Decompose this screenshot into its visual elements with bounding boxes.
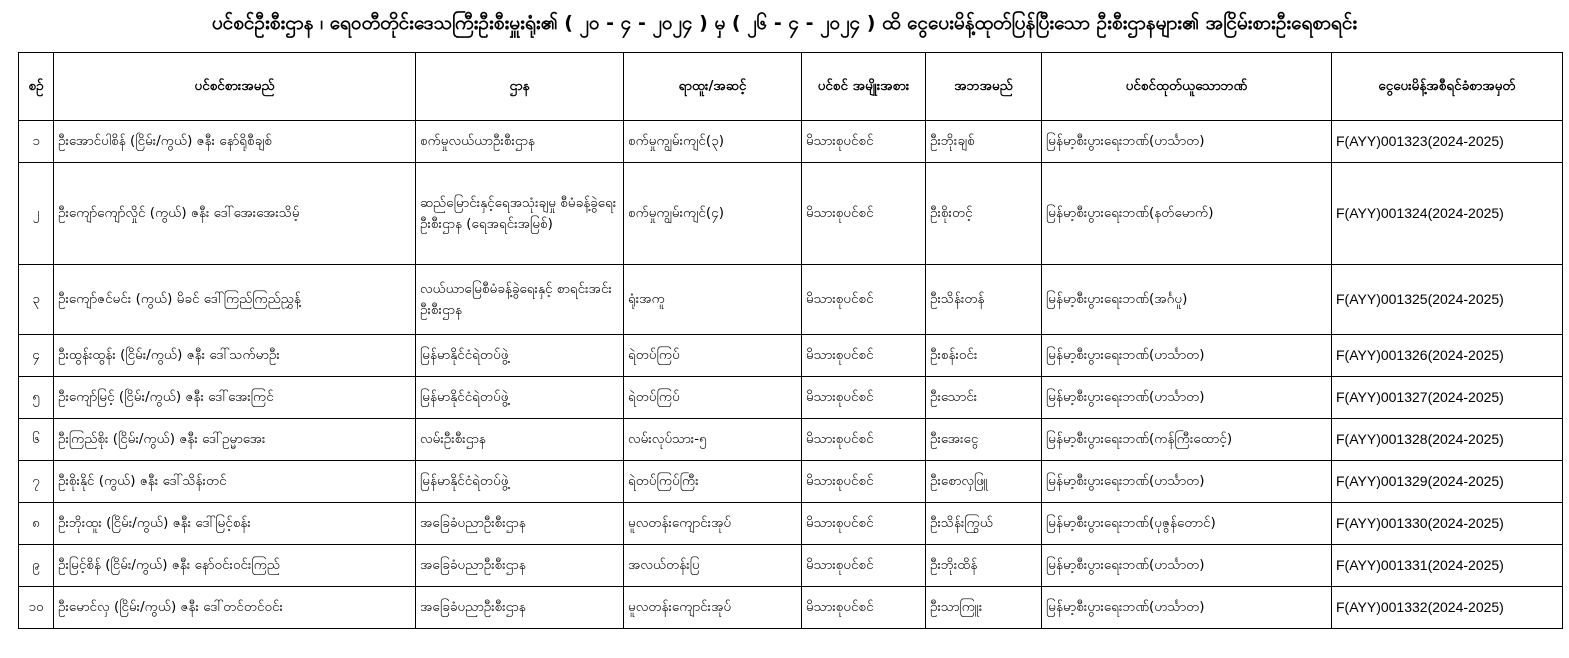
cell-order-number: F(AYY)001331(2024-2025)	[1332, 545, 1563, 587]
cell-serial: ၁	[19, 121, 54, 163]
cell-order-number: F(AYY)001330(2024-2025)	[1332, 503, 1563, 545]
pension-table	[18, 52, 1563, 629]
cell-pension-type: မိသားစုပင်စင်	[802, 163, 926, 265]
header-order-number: ငွေပေးမိန့်အစီရင်ခံစာအမှတ်	[1332, 53, 1563, 121]
table-row	[19, 121, 1563, 163]
cell-rank: မူလတန်းကျောင်းအုပ်	[624, 503, 802, 545]
cell-bank: မြန်မာ့စီးပွားရေးဘဏ်(ဟင်္သာတ)	[1042, 377, 1332, 419]
cell-order-number: F(AYY)001326(2024-2025)	[1332, 335, 1563, 377]
header-serial: စဉ်	[19, 53, 54, 121]
cell-serial: ၇	[19, 461, 54, 503]
cell-rank: စက်မှုကျွမ်းကျင်(၄)	[624, 163, 802, 265]
cell-pension-type: မိသားစုပင်စင်	[802, 503, 926, 545]
cell-rank: မူလတန်းကျောင်းအုပ်	[624, 587, 802, 629]
cell-father: ဦးသာကြူး	[926, 587, 1042, 629]
cell-pension-type: မိသားစုပင်စင်	[802, 377, 926, 419]
cell-father: ဦးသောင်း	[926, 377, 1042, 419]
cell-order-number: F(AYY)001324(2024-2025)	[1332, 163, 1563, 265]
table-row	[19, 545, 1563, 587]
cell-department: လယ်ယာမြေစီမံခန့်ခွဲရေးနှင့် စာရင်းအင်းဦးစီးဌာန	[416, 265, 624, 335]
table-row	[19, 163, 1563, 265]
cell-serial: ၅	[19, 377, 54, 419]
cell-serial: ၃	[19, 265, 54, 335]
cell-rank: ရဲတပ်ကြပ်	[624, 377, 802, 419]
cell-department: လမ်းဦးစီးဌာန	[416, 419, 624, 461]
table-header-row	[19, 53, 1563, 121]
cell-pension-type: မိသားစုပင်စင်	[802, 419, 926, 461]
cell-rank: အလယ်တန်းပြ	[624, 545, 802, 587]
cell-order-number: F(AYY)001323(2024-2025)	[1332, 121, 1563, 163]
table-row	[19, 587, 1563, 629]
cell-name: ဦးစိုးနိုင် (ကွယ်) ဇနီး ဒေါ်သိန်းတင်	[54, 461, 416, 503]
cell-bank: မြန်မာ့စီးပွားရေးဘဏ်(ဟင်္သာတ)	[1042, 335, 1332, 377]
cell-department: မြန်မာနိုင်ငံရဲတပ်ဖွဲ့	[416, 335, 624, 377]
cell-father: ဦးသိန်းကြွယ်	[926, 503, 1042, 545]
header-department: ဌာန	[416, 53, 624, 121]
cell-order-number: F(AYY)001325(2024-2025)	[1332, 265, 1563, 335]
table-row	[19, 377, 1563, 419]
header-rank: ရာထူး/အဆင့်	[624, 53, 802, 121]
cell-bank: မြန်မာ့စီးပွားရေးဘဏ်(ကန်ကြီးထောင့်)	[1042, 419, 1332, 461]
cell-bank: မြန်မာ့စီးပွားရေးဘဏ်(ဟင်္သာတ)	[1042, 545, 1332, 587]
cell-bank: မြန်မာ့စီးပွားရေးဘဏ်(နတ်မောက်)	[1042, 163, 1332, 265]
cell-order-number: F(AYY)001328(2024-2025)	[1332, 419, 1563, 461]
cell-name: ဦးမောင်လှ (ငြိမ်း/ကွယ်) ဇနီး ဒေါ်တင်တင်ဝင်း	[54, 587, 416, 629]
table-row	[19, 503, 1563, 545]
cell-serial: ၉	[19, 545, 54, 587]
header-father-name: အဘအမည်	[926, 53, 1042, 121]
cell-father: ဦးစောလှဖြူ	[926, 461, 1042, 503]
cell-serial: ၂	[19, 163, 54, 265]
cell-order-number: F(AYY)001327(2024-2025)	[1332, 377, 1563, 419]
cell-order-number: F(AYY)001332(2024-2025)	[1332, 587, 1563, 629]
cell-pension-type: မိသားစုပင်စင်	[802, 335, 926, 377]
cell-name: ဦးကျော်ကျော်လှိုင် (ကွယ်) ဇနီး ဒေါ်အေးအေးသိမ့်	[54, 163, 416, 265]
cell-serial: ၆	[19, 419, 54, 461]
cell-name: ဦးအောင်ပါစိန် (ငြိမ်း/ကွယ်) ဇနီး နော်ရိုစီချစ်	[54, 121, 416, 163]
cell-father: ဦးစန်းဝင်း	[926, 335, 1042, 377]
cell-rank: ရဲတပ်ကြပ်	[624, 335, 802, 377]
cell-name: ဦးထွန်းထွန်း (ငြိမ်း/ကွယ်) ဇနီး ဒေါ်သက်မာဦး	[54, 335, 416, 377]
cell-father: ဦးစိုးတင့်	[926, 163, 1042, 265]
table-row	[19, 335, 1563, 377]
cell-father: ဦးအေးငွေ	[926, 419, 1042, 461]
cell-department: အခြေခံပညာဦးစီးဌာန	[416, 587, 624, 629]
cell-department: ဆည်မြောင်းနှင့်ရေအသုံးချမှု စီမံခန့်ခွဲရေးဦးစီးဌာန (ရေအရင်းအမြစ်)	[416, 163, 624, 265]
cell-rank: ရုံးအကူ	[624, 265, 802, 335]
cell-name: ဦးဘိုးထူး (ငြိမ်း/ကွယ်) ဇနီး ဒေါ်မြင့်စန်း	[54, 503, 416, 545]
cell-name: ဦးကျော်မြင့် (ငြိမ်း/ကွယ်) ဇနီး ဒေါ်အေးကြင်	[54, 377, 416, 419]
cell-rank: စက်မှုကျွမ်းကျင်(၃)	[624, 121, 802, 163]
cell-rank: လမ်းလုပ်သား-၅	[624, 419, 802, 461]
cell-department: စက်မှုလယ်ယာဦးစီးဌာန	[416, 121, 624, 163]
cell-name: ဦးကြည်စိုး (ငြိမ်း/ကွယ်) ဇနီး ဒေါ်ဥမ္မာအေး	[54, 419, 416, 461]
header-bank: ပင်စင်ထုတ်ယူသောဘဏ်	[1042, 53, 1332, 121]
cell-order-number: F(AYY)001329(2024-2025)	[1332, 461, 1563, 503]
cell-serial: ၁၀	[19, 587, 54, 629]
cell-serial: ၄	[19, 335, 54, 377]
cell-bank: မြန်မာ့စီးပွားရေးဘဏ်(ဟင်္သာတ)	[1042, 587, 1332, 629]
cell-pension-type: မိသားစုပင်စင်	[802, 587, 926, 629]
cell-department: မြန်မာနိုင်ငံရဲတပ်ဖွဲ့	[416, 377, 624, 419]
table-row	[19, 419, 1563, 461]
cell-name: ဦးကျော်ဇင်မင်း (ကွယ်) မိခင် ဒေါ်ကြည်ကြည်ညွှန့်	[54, 265, 416, 335]
cell-father: ဦးသိန်းတန်	[926, 265, 1042, 335]
cell-bank: မြန်မာ့စီးပွားရေးဘဏ်(ဟင်္သာတ)	[1042, 461, 1332, 503]
cell-bank: မြန်မာ့စီးပွားရေးဘဏ်(ဟင်္သာတ)	[1042, 121, 1332, 163]
cell-department: အခြေခံပညာဦးစီးဌာန	[416, 545, 624, 587]
cell-pension-type: မိသားစုပင်စင်	[802, 461, 926, 503]
cell-department: အခြေခံပညာဦးစီးဌာန	[416, 503, 624, 545]
cell-bank: မြန်မာ့စီးပွားရေးဘဏ်(အင်္ဂပူ)	[1042, 265, 1332, 335]
header-pension-type: ပင်စင် အမျိုးအစား	[802, 53, 926, 121]
cell-rank: ရဲတပ်ကြပ်ကြီး	[624, 461, 802, 503]
cell-pension-type: မိသားစုပင်စင်	[802, 121, 926, 163]
table-row	[19, 461, 1563, 503]
cell-father: ဦးဘိုးထိန်	[926, 545, 1042, 587]
cell-bank: မြန်မာ့စီးပွားရေးဘဏ်(ပုဇွန်တောင်)	[1042, 503, 1332, 545]
cell-father: ဦးဘိုးချစ်	[926, 121, 1042, 163]
cell-department: မြန်မာနိုင်ငံရဲတပ်ဖွဲ့	[416, 461, 624, 503]
header-pensioner-name: ပင်စင်စားအမည်	[54, 53, 416, 121]
table-row	[19, 265, 1563, 335]
cell-pension-type: မိသားစုပင်စင်	[802, 265, 926, 335]
page-title: ပင်စင်ဦးစီးဌာန ၊ ရေဝတီတိုင်းဒေသကြီးဦးစီးမှူးရုံး၏ ( ၂၀ - ၄ - ၂၀၂၄ ) မှ ( ၂၆ - ၄ - ၂၀၂၄ ) ထိ ငွေပေးမိန့်ထုတ်ပြန်ပြီးသော ဦးစီးဌာနများ၏ အငြိမ်းစားဦးရေစာရင်း	[211, 12, 1358, 34]
cell-pension-type: မိသားစုပင်စင်	[802, 545, 926, 587]
cell-serial: ၈	[19, 503, 54, 545]
cell-name: ဦးမြင့်စိန် (ငြိမ်း/ကွယ်) ဇနီး နော်ဝင်းဝင်းကြည်	[54, 545, 416, 587]
